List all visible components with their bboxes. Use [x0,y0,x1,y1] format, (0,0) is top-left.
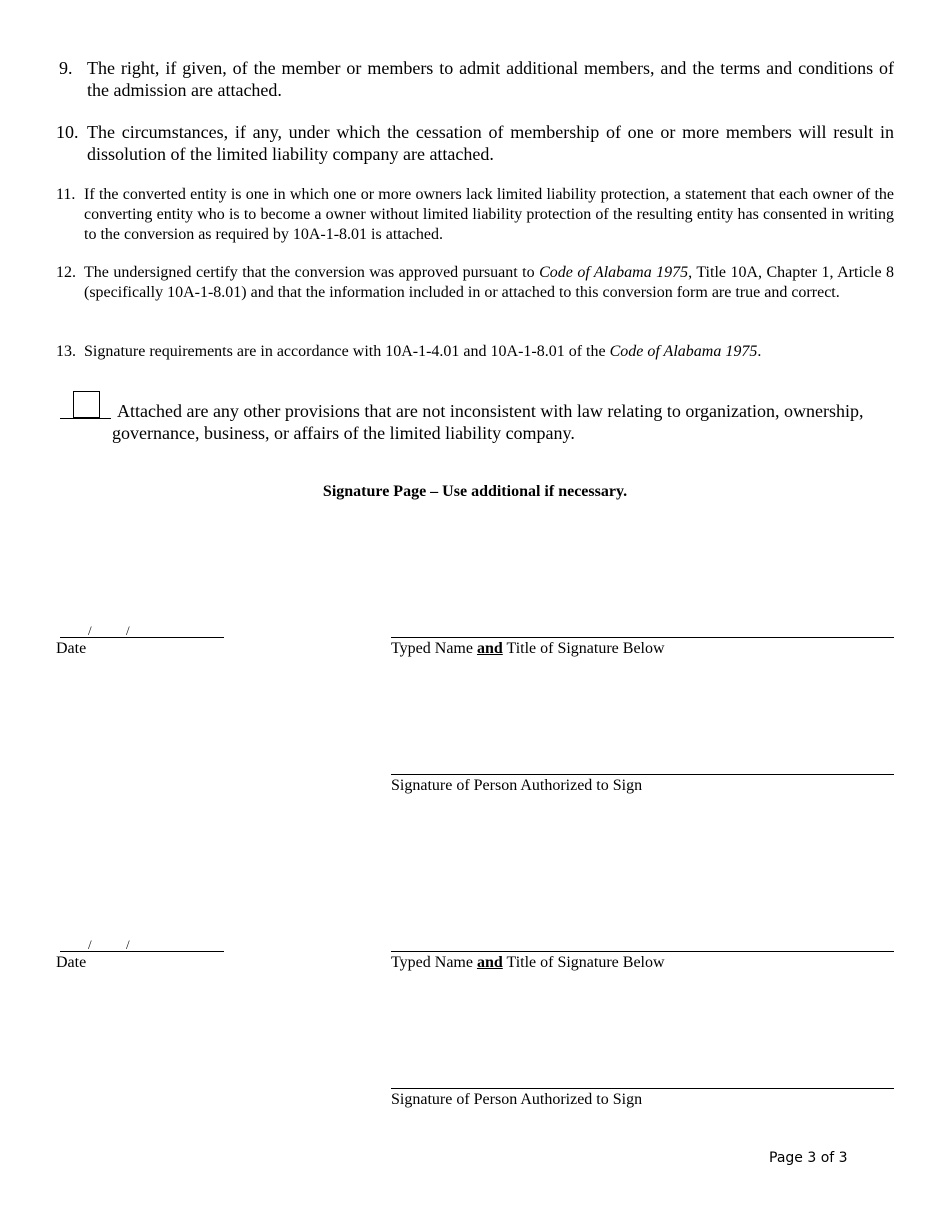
label-part: Title of Signature Below [502,640,665,657]
signature-line[interactable] [391,774,894,775]
signature-field[interactable] [391,1088,894,1110]
item-text: The circumstances, if any, under which the cessation of membership of one or more members will result in dissolution of the limited liability company are attached. [87,122,894,164]
attach-text [112,400,894,444]
attach-text-line: Attached are any other provisions that are not inconsistent with law relating to organization, ownership, [117,401,864,421]
code-citation: Code of Alabama 1975 [609,343,758,360]
signature-label: Signature of Person Authorized to Sign [391,777,643,794]
signature-heading: Signature Page – Use additional if necessary. [322,483,628,500]
checkbox-underline [60,418,111,419]
item-number: 9. [59,58,73,78]
page-number: Page 3 of 3 [769,1150,848,1166]
typed-name-field[interactable] [391,951,894,973]
code-citation: Code of Alabama 1975 [539,264,689,281]
date-line[interactable] [60,936,224,952]
item-text: If the converted entity is one in which one or more owners lack limited liability protection, a statement that each owner of the converting entity who is to become a owner without limited liability protection of the resulting entity has consented in writing to the conversion as required by 10A-1-8.01 is attached. [84,186,894,243]
label-part: Typed Name [391,640,477,657]
item-number: 11. [56,186,76,203]
item-12 [56,263,894,303]
date-field[interactable] [56,936,224,973]
date-slash: / [88,623,92,638]
signature-field[interactable] [391,774,894,796]
label-part: Typed Name [391,954,477,971]
typed-name-line[interactable] [391,951,894,952]
typed-name-label [391,953,894,973]
date-slash: / [126,937,130,952]
item-number: 12. [56,264,76,281]
attach-provisions-checkbox[interactable] [73,391,100,418]
attach-provisions [112,400,894,444]
date-label: Date [56,954,87,971]
item-number: 10. [56,122,79,142]
date-label: Date [56,640,87,657]
date-line[interactable] [60,622,224,638]
item-9 [56,57,894,101]
attach-text-line: governance, business, or affairs of the limited liability company. [112,423,575,443]
signature-label: Signature of Person Authorized to Sign [391,1091,643,1108]
item-text-part: Signature requirements are in accordance with 10A-1-4.01 and 10A-1-8.01 of the [84,343,610,360]
label-part: Title of Signature Below [502,954,665,971]
item-text: The right, if given, of the member or members to admit additional members, and the terms and conditions of the admission are attached. [87,58,894,100]
date-slash: / [126,623,130,638]
item-text [56,342,894,362]
date-slash: / [88,937,92,952]
typed-name-field[interactable] [391,637,894,659]
item-text-part: , Title 10A, Chapter 1, Article 8 (specifically 10A-1-8.01) and that the information included in or attached to this conversion form are true and correct. [84,264,895,301]
signature-line[interactable] [391,1088,894,1089]
typed-name-line[interactable] [391,637,894,638]
label-and: and [476,954,503,971]
item-10 [56,121,894,165]
date-field[interactable] [56,622,224,659]
item-number: 13. [56,343,76,360]
label-and: and [476,640,503,657]
item-text-part: . [757,343,762,360]
item-13 [56,342,894,362]
typed-name-label [391,639,894,659]
item-text-part: The undersigned certify that the conversion was approved pursuant to [84,264,540,281]
item-11 [56,185,894,245]
item-text [56,263,894,303]
